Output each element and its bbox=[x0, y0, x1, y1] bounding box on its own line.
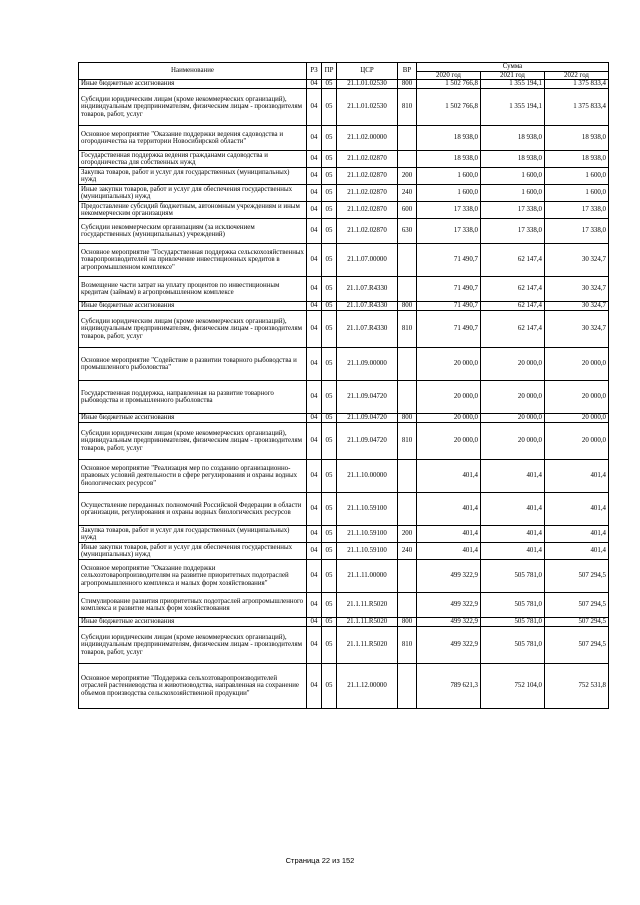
cell-vr bbox=[398, 126, 417, 151]
cell-s2020: 1 600,0 bbox=[417, 185, 481, 202]
cell-csr: 21.1.02.02870 bbox=[337, 185, 398, 202]
table-row bbox=[79, 185, 609, 202]
cell-rz: 04 bbox=[307, 493, 322, 526]
cell-csr: 21.1.11.R5020 bbox=[337, 593, 398, 618]
cell-rz: 04 bbox=[307, 168, 322, 185]
cell-pr: 05 bbox=[322, 560, 337, 593]
cell-rz: 04 bbox=[307, 302, 322, 311]
cell-name: Иные закупки товаров, работ и услуг для обеспечения государственных (муниципальных) нужд bbox=[79, 185, 307, 202]
cell-name: Основное мероприятие "Поддержка сельхозтоваропроизводителей отраслей растениеводства и животноводства, направленная на сохранение объемов производства сельскохозяйственной продукции" bbox=[79, 664, 307, 709]
cell-s2021: 1 355 194,1 bbox=[481, 89, 545, 126]
cell-s2022: 18 938,0 bbox=[545, 151, 609, 168]
cell-s2021: 401,4 bbox=[481, 543, 545, 560]
cell-pr: 05 bbox=[322, 311, 337, 348]
cell-s2020: 20 000,0 bbox=[417, 381, 481, 414]
cell-name: Субсидии некоммерческим организациям (за исключением государственных (муниципальных) учреждений) bbox=[79, 219, 307, 244]
cell-s2020: 71 490,7 bbox=[417, 277, 481, 302]
table-row bbox=[79, 244, 609, 277]
cell-csr: 21.1.02.02870 bbox=[337, 219, 398, 244]
cell-s2022: 401,4 bbox=[545, 493, 609, 526]
cell-rz: 04 bbox=[307, 414, 322, 423]
cell-csr: 21.1.12.00000 bbox=[337, 664, 398, 709]
cell-pr: 05 bbox=[322, 526, 337, 543]
cell-s2022: 507 294,5 bbox=[545, 560, 609, 593]
cell-s2021: 1 600,0 bbox=[481, 168, 545, 185]
cell-s2020: 499 322,9 bbox=[417, 627, 481, 664]
cell-vr bbox=[398, 381, 417, 414]
cell-rz: 04 bbox=[307, 80, 322, 89]
cell-vr: 600 bbox=[398, 202, 417, 219]
cell-pr: 05 bbox=[322, 89, 337, 126]
cell-name: Иные бюджетные ассигнования bbox=[79, 618, 307, 627]
cell-name: Стимулирование развития приоритетных подотраслей агропромышленного комплекса и развитие малых форм хозяйствования bbox=[79, 593, 307, 618]
header-year-2021: 2021 год bbox=[481, 71, 545, 80]
cell-s2021: 18 938,0 bbox=[481, 126, 545, 151]
cell-csr: 21.1.09.04720 bbox=[337, 414, 398, 423]
cell-pr: 05 bbox=[322, 618, 337, 627]
cell-s2020: 401,4 bbox=[417, 526, 481, 543]
table-row bbox=[79, 168, 609, 185]
cell-rz: 04 bbox=[307, 277, 322, 302]
budget-table bbox=[78, 62, 609, 709]
cell-rz: 04 bbox=[307, 593, 322, 618]
cell-vr bbox=[398, 348, 417, 381]
cell-name: Субсидии юридическим лицам (кроме некоммерческих организаций), индивидуальным предпринимателям, физическим лицам - производителям товаров, работ, услуг bbox=[79, 423, 307, 460]
cell-pr: 05 bbox=[322, 244, 337, 277]
cell-s2020: 18 938,0 bbox=[417, 151, 481, 168]
cell-s2022: 507 294,5 bbox=[545, 627, 609, 664]
cell-s2022: 1 600,0 bbox=[545, 185, 609, 202]
cell-csr: 21.1.02.02870 bbox=[337, 151, 398, 168]
cell-rz: 04 bbox=[307, 423, 322, 460]
cell-csr: 21.1.07.R4330 bbox=[337, 311, 398, 348]
cell-pr: 05 bbox=[322, 423, 337, 460]
cell-pr: 05 bbox=[322, 302, 337, 311]
cell-csr: 21.1.02.00000 bbox=[337, 126, 398, 151]
cell-rz: 04 bbox=[307, 151, 322, 168]
cell-csr: 21.1.09.00000 bbox=[337, 348, 398, 381]
header-sum: Сумма bbox=[417, 63, 609, 72]
table-row bbox=[79, 126, 609, 151]
table-row bbox=[79, 493, 609, 526]
cell-pr: 05 bbox=[322, 126, 337, 151]
cell-pr: 05 bbox=[322, 381, 337, 414]
cell-rz: 04 bbox=[307, 543, 322, 560]
cell-rz: 04 bbox=[307, 526, 322, 543]
cell-s2020: 789 621,3 bbox=[417, 664, 481, 709]
cell-pr: 05 bbox=[322, 151, 337, 168]
table-body bbox=[79, 80, 609, 709]
cell-s2020: 71 490,7 bbox=[417, 244, 481, 277]
table-row bbox=[79, 627, 609, 664]
cell-s2022: 18 938,0 bbox=[545, 126, 609, 151]
cell-name: Основное мероприятие "Реализация мер по созданию организационно-правовых условий деятельности в сфере регулирования и охраны водных биологических ресурсов" bbox=[79, 460, 307, 493]
cell-s2022: 752 531,8 bbox=[545, 664, 609, 709]
cell-pr: 05 bbox=[322, 414, 337, 423]
cell-name: Закупка товаров, работ и услуг для государственных (муниципальных) нужд bbox=[79, 526, 307, 543]
cell-s2020: 18 938,0 bbox=[417, 126, 481, 151]
cell-pr: 05 bbox=[322, 348, 337, 381]
cell-rz: 04 bbox=[307, 219, 322, 244]
table-row bbox=[79, 89, 609, 126]
cell-s2022: 1 375 833,4 bbox=[545, 89, 609, 126]
cell-rz: 04 bbox=[307, 381, 322, 414]
cell-pr: 05 bbox=[322, 219, 337, 244]
cell-s2021: 62 147,4 bbox=[481, 311, 545, 348]
cell-vr: 800 bbox=[398, 80, 417, 89]
cell-s2022: 1 375 833,4 bbox=[545, 80, 609, 89]
cell-csr: 21.1.11.R5020 bbox=[337, 618, 398, 627]
cell-s2021: 20 000,0 bbox=[481, 381, 545, 414]
table-row bbox=[79, 219, 609, 244]
cell-s2021: 20 000,0 bbox=[481, 423, 545, 460]
cell-rz: 04 bbox=[307, 89, 322, 126]
cell-s2022: 20 000,0 bbox=[545, 414, 609, 423]
header-rz: РЗ bbox=[307, 63, 322, 80]
cell-csr: 21.1.10.59100 bbox=[337, 526, 398, 543]
cell-name: Предоставление субсидий бюджетным, автономным учреждениям и иным некоммерческим организациям bbox=[79, 202, 307, 219]
table-header bbox=[79, 63, 609, 80]
cell-s2022: 30 324,7 bbox=[545, 244, 609, 277]
cell-s2021: 401,4 bbox=[481, 460, 545, 493]
cell-vr bbox=[398, 664, 417, 709]
cell-name: Субсидии юридическим лицам (кроме некоммерческих организаций), индивидуальным предпринимателям, физическим лицам - производителям товаров, работ, услуг bbox=[79, 627, 307, 664]
table-row bbox=[79, 414, 609, 423]
cell-vr bbox=[398, 560, 417, 593]
cell-vr bbox=[398, 277, 417, 302]
cell-name: Основное мероприятие "Оказание поддержки ведения садоводства и огородничества на территории Новосибирской области" bbox=[79, 126, 307, 151]
cell-pr: 05 bbox=[322, 493, 337, 526]
cell-name: Закупка товаров, работ и услуг для государственных (муниципальных) нужд bbox=[79, 168, 307, 185]
header-csr: ЦСР bbox=[337, 63, 398, 80]
cell-s2022: 1 600,0 bbox=[545, 168, 609, 185]
cell-vr: 800 bbox=[398, 618, 417, 627]
cell-s2021: 20 000,0 bbox=[481, 348, 545, 381]
cell-csr: 21.1.02.02870 bbox=[337, 202, 398, 219]
cell-pr: 05 bbox=[322, 664, 337, 709]
cell-s2021: 62 147,4 bbox=[481, 244, 545, 277]
cell-name: Субсидии юридическим лицам (кроме некоммерческих организаций), индивидуальным предпринимателям, физическим лицам - производителям товаров, работ, услуг bbox=[79, 89, 307, 126]
cell-s2022: 401,4 bbox=[545, 543, 609, 560]
cell-name: Государственная поддержка, направленная на развитие товарного рыбоводства и промышленного рыболовства bbox=[79, 381, 307, 414]
cell-name: Основное мероприятие "Государственная поддержка сельскохозяйственных товаропроизводителей на привлечение инвестиционных кредитов в агропромышленном комплексе" bbox=[79, 244, 307, 277]
cell-s2021: 401,4 bbox=[481, 493, 545, 526]
table-row bbox=[79, 202, 609, 219]
cell-s2020: 499 322,9 bbox=[417, 560, 481, 593]
cell-csr: 21.1.07.R4330 bbox=[337, 277, 398, 302]
cell-vr: 200 bbox=[398, 526, 417, 543]
table-row bbox=[79, 593, 609, 618]
cell-s2021: 18 938,0 bbox=[481, 151, 545, 168]
cell-pr: 05 bbox=[322, 185, 337, 202]
cell-vr: 810 bbox=[398, 89, 417, 126]
table-row bbox=[79, 311, 609, 348]
cell-s2020: 1 600,0 bbox=[417, 168, 481, 185]
cell-csr: 21.1.10.00000 bbox=[337, 460, 398, 493]
cell-s2020: 499 322,9 bbox=[417, 593, 481, 618]
cell-pr: 05 bbox=[322, 80, 337, 89]
table-row bbox=[79, 664, 609, 709]
cell-vr: 810 bbox=[398, 627, 417, 664]
header-name: Наименование bbox=[79, 63, 307, 80]
cell-s2022: 30 324,7 bbox=[545, 311, 609, 348]
cell-name: Субсидии юридическим лицам (кроме некоммерческих организаций), индивидуальным предпринимателям, физическим лицам - производителям товаров, работ, услуг bbox=[79, 311, 307, 348]
cell-pr: 05 bbox=[322, 202, 337, 219]
table-row bbox=[79, 151, 609, 168]
cell-rz: 04 bbox=[307, 627, 322, 664]
cell-s2021: 17 338,0 bbox=[481, 219, 545, 244]
cell-pr: 05 bbox=[322, 168, 337, 185]
cell-name: Государственная поддержка ведения гражданами садоводства и огородничества для собственных нужд bbox=[79, 151, 307, 168]
cell-s2021: 505 781,0 bbox=[481, 627, 545, 664]
cell-vr: 800 bbox=[398, 414, 417, 423]
cell-pr: 05 bbox=[322, 543, 337, 560]
header-vr: ВР bbox=[398, 63, 417, 80]
cell-rz: 04 bbox=[307, 244, 322, 277]
cell-vr: 800 bbox=[398, 302, 417, 311]
cell-s2020: 1 502 766,8 bbox=[417, 89, 481, 126]
cell-csr: 21.1.01.02530 bbox=[337, 89, 398, 126]
cell-s2022: 17 338,0 bbox=[545, 202, 609, 219]
cell-csr: 21.1.10.59100 bbox=[337, 493, 398, 526]
cell-vr: 240 bbox=[398, 185, 417, 202]
header-year-2022: 2022 год bbox=[545, 71, 609, 80]
table-row bbox=[79, 526, 609, 543]
cell-s2022: 401,4 bbox=[545, 526, 609, 543]
table-row bbox=[79, 277, 609, 302]
cell-name: Возмещение части затрат на уплату процентов по инвестиционным кредитам (займам) в агропромышленном комплексе bbox=[79, 277, 307, 302]
cell-pr: 05 bbox=[322, 460, 337, 493]
cell-s2021: 752 104,0 bbox=[481, 664, 545, 709]
cell-s2022: 401,4 bbox=[545, 460, 609, 493]
cell-pr: 05 bbox=[322, 593, 337, 618]
cell-s2022: 507 294,5 bbox=[545, 593, 609, 618]
cell-s2020: 20 000,0 bbox=[417, 414, 481, 423]
cell-s2022: 30 324,7 bbox=[545, 277, 609, 302]
cell-rz: 04 bbox=[307, 348, 322, 381]
cell-s2021: 505 781,0 bbox=[481, 593, 545, 618]
cell-csr: 21.1.11.00000 bbox=[337, 560, 398, 593]
cell-s2020: 401,4 bbox=[417, 460, 481, 493]
cell-s2020: 71 490,7 bbox=[417, 302, 481, 311]
cell-pr: 05 bbox=[322, 627, 337, 664]
cell-csr: 21.1.09.04720 bbox=[337, 423, 398, 460]
cell-vr bbox=[398, 593, 417, 618]
cell-s2020: 401,4 bbox=[417, 543, 481, 560]
cell-vr: 810 bbox=[398, 311, 417, 348]
cell-vr bbox=[398, 151, 417, 168]
cell-s2020: 17 338,0 bbox=[417, 202, 481, 219]
cell-rz: 04 bbox=[307, 185, 322, 202]
cell-csr: 21.1.07.00000 bbox=[337, 244, 398, 277]
cell-s2022: 17 338,0 bbox=[545, 219, 609, 244]
cell-s2020: 1 502 766,8 bbox=[417, 80, 481, 89]
header-pr: ПР bbox=[322, 63, 337, 80]
cell-s2020: 499 322,9 bbox=[417, 618, 481, 627]
table-row bbox=[79, 460, 609, 493]
header-year-2020: 2020 год bbox=[417, 71, 481, 80]
cell-vr bbox=[398, 460, 417, 493]
cell-s2021: 62 147,4 bbox=[481, 277, 545, 302]
cell-name: Основное мероприятие "Содействие в развитии товарного рыбоводства и промышленного рыболовства" bbox=[79, 348, 307, 381]
table-row bbox=[79, 423, 609, 460]
cell-rz: 04 bbox=[307, 618, 322, 627]
table-row bbox=[79, 80, 609, 89]
table-row bbox=[79, 381, 609, 414]
cell-name: Основное мероприятие "Оказание поддержки сельхозтоваропроизводителям на развитие приоритетных подотраслей агропромышленного комплекса и малых форм хозяйствования" bbox=[79, 560, 307, 593]
cell-name: Иные закупки товаров, работ и услуг для обеспечения государственных (муниципальных) нужд bbox=[79, 543, 307, 560]
cell-s2021: 1 600,0 bbox=[481, 185, 545, 202]
cell-name: Осуществление переданных полномочий Российской Федерации в области организации, регулирования и охраны водных биологических ресурсов bbox=[79, 493, 307, 526]
cell-s2020: 401,4 bbox=[417, 493, 481, 526]
cell-csr: 21.1.02.02870 bbox=[337, 168, 398, 185]
cell-vr bbox=[398, 493, 417, 526]
cell-csr: 21.1.09.04720 bbox=[337, 381, 398, 414]
table-row bbox=[79, 543, 609, 560]
cell-csr: 21.1.10.59100 bbox=[337, 543, 398, 560]
cell-rz: 04 bbox=[307, 560, 322, 593]
cell-s2021: 505 781,0 bbox=[481, 560, 545, 593]
cell-csr: 21.1.11.R5020 bbox=[337, 627, 398, 664]
cell-csr: 21.1.07.R4330 bbox=[337, 302, 398, 311]
cell-vr: 200 bbox=[398, 168, 417, 185]
cell-s2021: 1 355 194,1 bbox=[481, 80, 545, 89]
cell-rz: 04 bbox=[307, 126, 322, 151]
cell-name: Иные бюджетные ассигнования bbox=[79, 302, 307, 311]
cell-rz: 04 bbox=[307, 311, 322, 348]
cell-name: Иные бюджетные ассигнования bbox=[79, 80, 307, 89]
cell-s2021: 505 781,0 bbox=[481, 618, 545, 627]
cell-rz: 04 bbox=[307, 664, 322, 709]
table-row bbox=[79, 618, 609, 627]
table-row bbox=[79, 348, 609, 381]
page-number: Страница 22 из 152 bbox=[285, 856, 355, 865]
cell-s2021: 401,4 bbox=[481, 526, 545, 543]
table-row bbox=[79, 560, 609, 593]
cell-s2020: 17 338,0 bbox=[417, 219, 481, 244]
cell-vr: 810 bbox=[398, 423, 417, 460]
cell-vr: 630 bbox=[398, 219, 417, 244]
cell-s2020: 20 000,0 bbox=[417, 348, 481, 381]
cell-name: Иные бюджетные ассигнования bbox=[79, 414, 307, 423]
cell-s2022: 30 324,7 bbox=[545, 302, 609, 311]
cell-pr: 05 bbox=[322, 277, 337, 302]
cell-s2022: 507 294,5 bbox=[545, 618, 609, 627]
cell-rz: 04 bbox=[307, 460, 322, 493]
cell-s2021: 62 147,4 bbox=[481, 302, 545, 311]
cell-vr bbox=[398, 244, 417, 277]
table-row bbox=[79, 302, 609, 311]
cell-vr: 240 bbox=[398, 543, 417, 560]
cell-rz: 04 bbox=[307, 202, 322, 219]
cell-s2022: 20 000,0 bbox=[545, 348, 609, 381]
cell-csr: 21.1.01.02530 bbox=[337, 80, 398, 89]
cell-s2020: 71 490,7 bbox=[417, 311, 481, 348]
cell-s2020: 20 000,0 bbox=[417, 423, 481, 460]
cell-s2021: 17 338,0 bbox=[481, 202, 545, 219]
cell-s2021: 20 000,0 bbox=[481, 414, 545, 423]
cell-s2022: 20 000,0 bbox=[545, 423, 609, 460]
cell-s2022: 20 000,0 bbox=[545, 381, 609, 414]
